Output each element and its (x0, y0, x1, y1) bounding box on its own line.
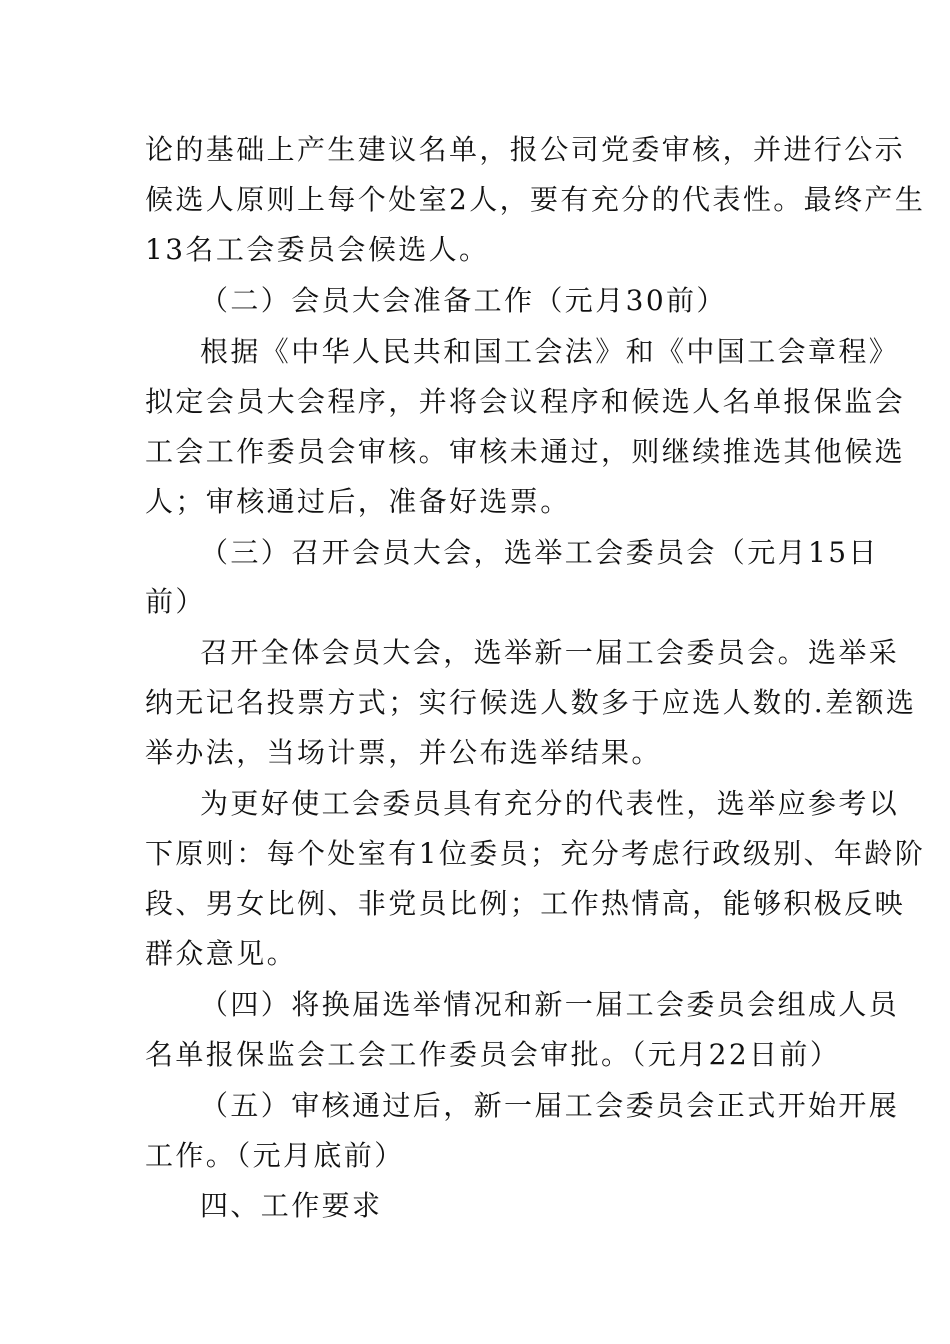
body-text-line: 工会工作委员会审核。审核未通过，则继续推选其他候选 (145, 435, 906, 468)
body-text-line: 工作。（元月底前） (145, 1139, 405, 1172)
body-text-line: 下原则：每个处室有1位委员；充分考虑行政级别、年龄阶 (145, 837, 926, 870)
body-text-line: 名单报保监会工会工作委员会审批。（元月22日前） (145, 1038, 841, 1071)
body-text-line: 群众意见。 (145, 937, 298, 970)
body-text-line: 段、男女比例、非党员比例；工作热情高，能够积极反映 (145, 887, 906, 920)
body-text-line: 拟定会员大会程序，并将会议程序和候选人名单报保监会 (145, 385, 906, 418)
body-text-line: 候选人原则上每个处室2人，要有充分的代表性。最终产生 (145, 183, 926, 216)
body-text-line: 召开全体会员大会，选举新一届工会委员会。选举采 (200, 636, 900, 669)
body-text-line: 举办法，当场计票，并公布选举结果。 (145, 736, 662, 769)
section-heading: （五）审核通过后，新一届工会委员会正式开始开展 (200, 1089, 900, 1122)
section-heading-continuation: 前） (145, 585, 206, 618)
body-text-line: 13名工会委员会候选人。 (145, 233, 490, 266)
section-heading: （四）将换届选举情况和新一届工会委员会组成人员 (200, 988, 900, 1021)
body-text-line: 纳无记名投票方式；实行候选人数多于应选人数的.差额选 (145, 686, 917, 719)
body-text-line: 论的基础上产生建议名单，报公司党委审核，并进行公示 (145, 133, 906, 166)
section-heading: （二）会员大会准备工作（元月30前） (200, 284, 727, 317)
body-text-line: 为更好使工会委员具有充分的代表性，选举应参考以 (200, 787, 900, 820)
chapter-heading: 四、工作要求 (200, 1189, 383, 1222)
section-heading: （三）召开会员大会，选举工会委员会（元月15日 (200, 536, 879, 569)
body-text-line: 人；审核通过后，准备好选票。 (145, 485, 571, 518)
body-text-line: 根据《中华人民共和国工会法》和《中国工会章程》 (200, 335, 900, 368)
